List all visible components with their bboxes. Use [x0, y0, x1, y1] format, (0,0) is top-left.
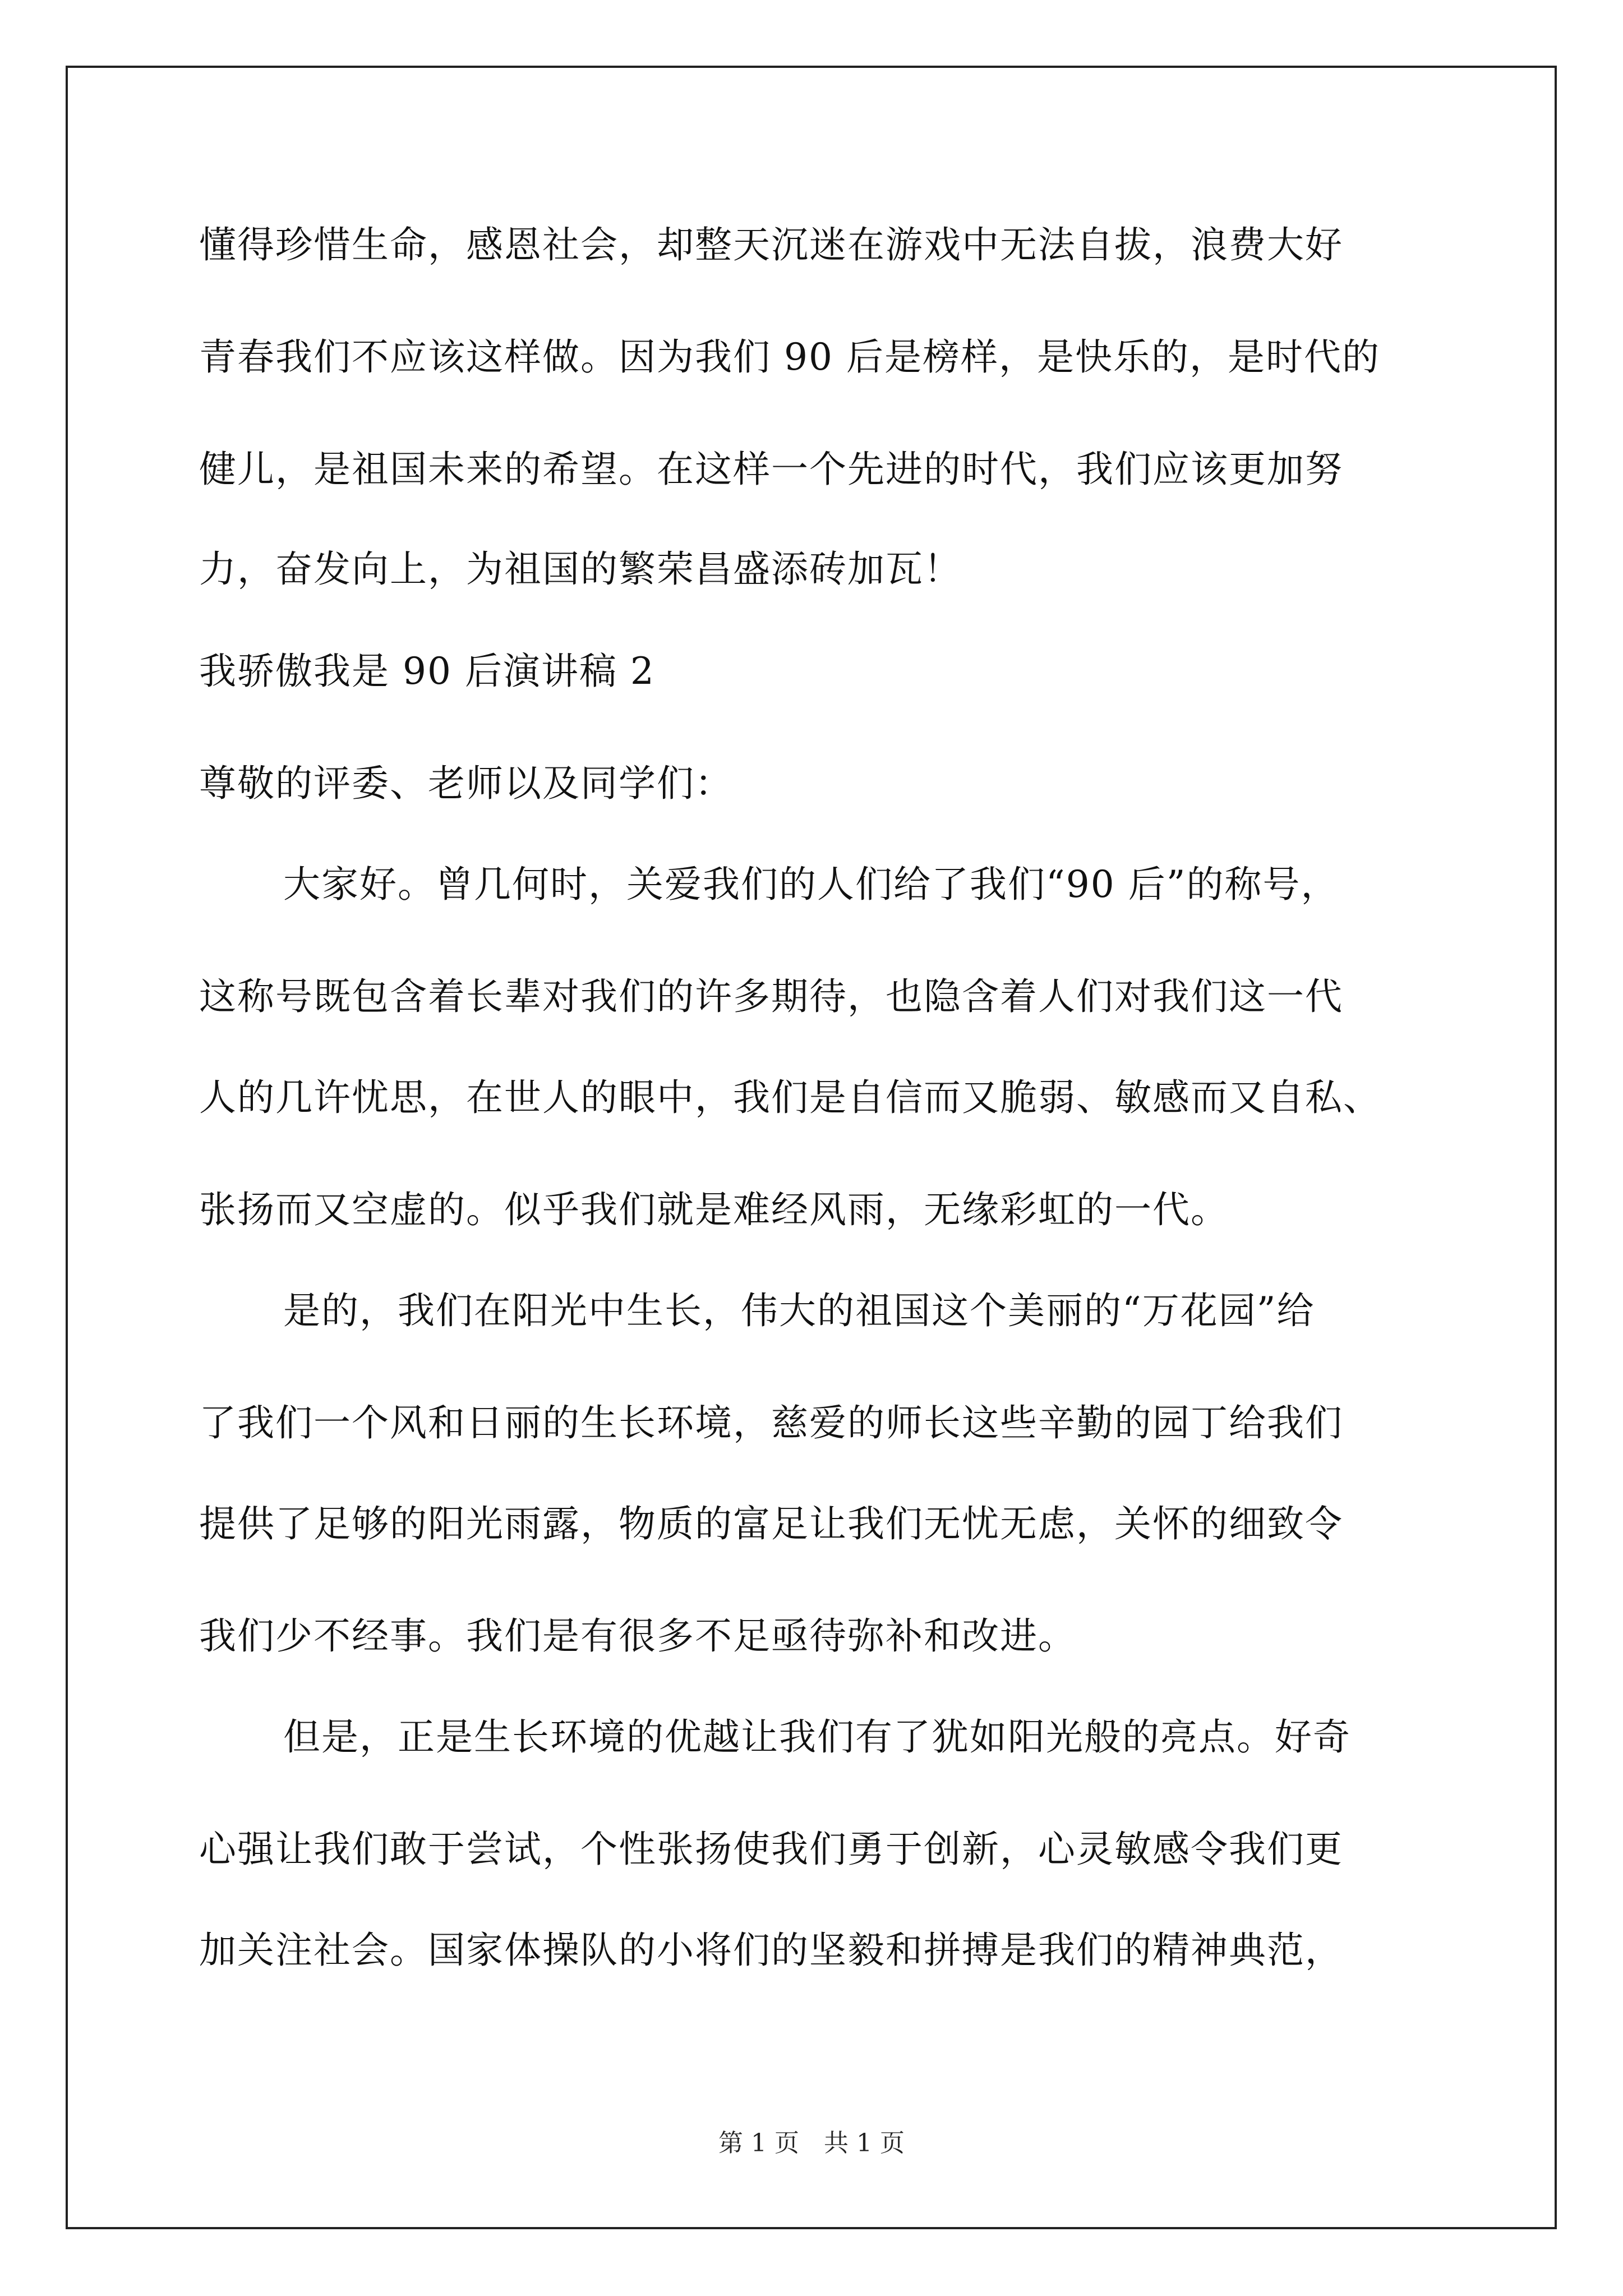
section-heading: 我骄傲我是 90 后演讲稿 2 [199, 650, 655, 693]
text-line: 这称号既包含着长辈对我们的许多期待，也隐含着人们对我们这一代 [199, 975, 1343, 1018]
text-line: 张扬而又空虚的。似乎我们就是难经风雨，无缘彩虹的一代。 [199, 1188, 1229, 1231]
salutation: 尊敬的评委、老师以及同学们： [199, 762, 733, 805]
text-line: 了我们一个风和日丽的生长环境，慈爱的师长这些辛勤的园丁给我们 [199, 1401, 1343, 1444]
page-footer: 第 1 页 共 1 页 [718, 2129, 905, 2157]
text-line: 但是，正是生长环境的优越让我们有了犹如阳光般的亮点。好奇 [283, 1715, 1351, 1759]
text-line: 健儿，是祖国未来的希望。在这样一个先进的时代，我们应该更加努 [199, 448, 1343, 491]
text-line: 心强让我们敢于尝试，个性张扬使我们勇于创新，心灵敏感令我们更 [199, 1828, 1343, 1871]
page-border [66, 66, 1557, 2229]
text-line: 加关注社会。国家体操队的小将们的坚毅和拼搏是我们的精神典范， [199, 1929, 1343, 1972]
text-line: 提供了足够的阳光雨露，物质的富足让我们无忧无虑，关怀的细致令 [199, 1502, 1343, 1545]
text-line: 大家好。曾几何时，关爱我们的人们给了我们“90 后”的称号， [283, 863, 1339, 906]
text-line: 人的几许忧思，在世人的眼中，我们是自信而又脆弱、敏感而又自私、 [199, 1076, 1381, 1119]
text-line: 懂得珍惜生命，感恩社会，却整天沉迷在游戏中无法自拔，浪费大好 [199, 223, 1343, 266]
text-line: 我们少不经事。我们是有很多不足亟待弥补和改进。 [199, 1614, 1076, 1658]
text-line: 力，奋发向上，为祖国的繁荣昌盛添砖加瓦！ [199, 547, 962, 591]
text-line: 青春我们不应该这样做。因为我们 90 后是榜样，是快乐的，是时代的 [199, 335, 1380, 379]
text-line: 是的，我们在阳光中生长，伟大的祖国这个美丽的“万花园”给 [283, 1289, 1315, 1332]
